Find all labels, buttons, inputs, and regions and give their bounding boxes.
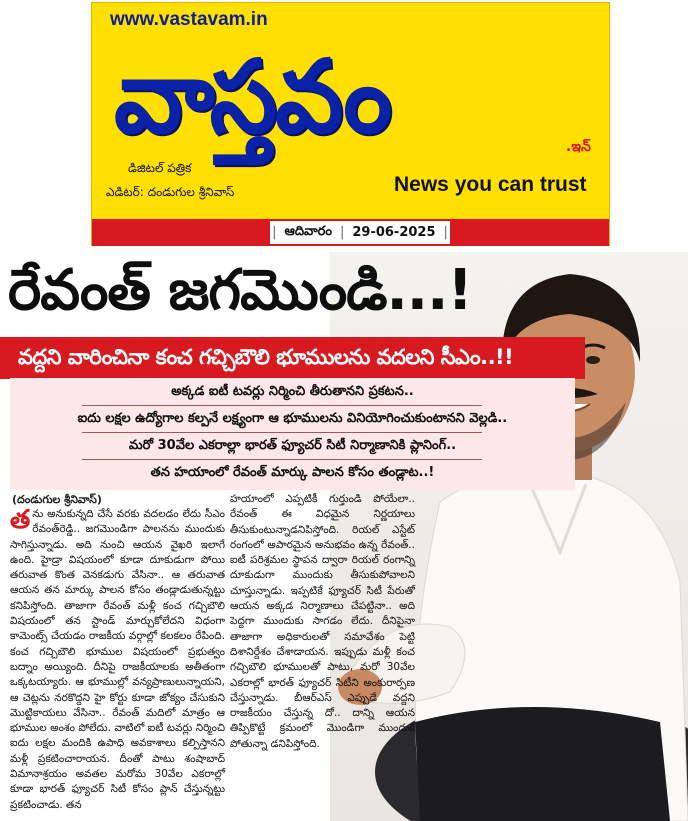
- subhead-band: [0, 337, 585, 379]
- divider: |: [443, 225, 448, 240]
- masthead: [91, 2, 610, 246]
- column-text: ను అనుకున్నది చేసే వరకు వదలడం లేదు సీఎం రేవంత్‌రెడ్డి.. జగమొండిగా పాలనను ముందుకు సాగిస్తున్నాడు. అది నుంచి ఆయన వైఖరి ఇలాగే ఉంది. హైడ్రా విషయంలో కూడా దూకుడుగా పోయి తరువాత కొంత వెనకడుగు వేసినా.. ఆ తరువాత ఆయన తన మార్కు పాలన కోసం తండ్లాడుతున్నట్టు కనిపిస్తోంది. తాజాగా రేవంత్ మళ్లీ కంచ గచ్చిబౌలి విషయంలో తన స్టాండ్ మార్చుకోలేదని విధంగా కామెంట్స్ చేయడం రాజకీయ వర్గాల్లో కలకలం రేపింది. కంచ గచ్చిబౌలి భూముల విషయంలో ప్రభుత్వం బద్నాం అయ్యింది. దీనిపై రాజకీయాలకు అతీతంగా ఒక్కటయ్యారు. ఆ భూముల్లో వన్యప్రాణులున్నాయని, ఆ చెట్లను నరకొద్దని హై కోర్టు కూడా జోక్యం చేసుకుని మొట్టికాయలు వేసినా.. రేవంత్ మదిలో మాత్రం ఆ భూముల అంశం పోలేదు. వాటిలో ఐటీ టవర్లు నిర్మించి ఐదు లక్షల మందికి ఉపాధి అవకాశాలు కల్పిస్తానని మళ్లీ ప్రకటించారాయన. దీంతో పాటు శంషాబాద్ విమానాశ్రయం అవతల మరోమ 30వేల ఎకరాల్లో కూడా భారత్ ఫ్యూచర్ సిటీ కోసం ప్లాన్ చేస్తున్నట్టు ప్రకటించాడు. తన: [10, 508, 225, 811]
- highlight-item: తన హయాంలో రేవంత్ మార్కు పాలన కోసం తండ్లాట..!: [150, 465, 435, 480]
- article-column-2: [230, 492, 415, 752]
- date-box: [270, 221, 450, 244]
- logo-suffix: .ఇన్: [566, 139, 591, 155]
- highlight-item: ఐదు లక్షల ఉద్యోగాల కల్పనే లక్ష్యంగా ఆ భూములను వినియోగించుకుంటానని వెల్లడి..: [77, 411, 508, 426]
- dropcap: త: [10, 505, 31, 535]
- divider: [82, 405, 482, 406]
- date-band: [92, 219, 609, 246]
- highlight-item: మరో 30వేల ఎకరాల్లా భారత్ ఫ్యూచర్ సిటీ నిర్మాణానికి ప్లానింగ్..: [128, 438, 457, 453]
- highlight-item: అక్కడ ఐటీ టవర్లు నిర్మించి తీరుతానని ప్రకటన..: [171, 384, 414, 399]
- logo-text: వాస్తవం: [114, 38, 390, 156]
- editor-credit: ఎడిటర్: దండుగుల శ్రీనివాస్: [106, 185, 235, 199]
- column-text: హయాంలో ఎప్పటికీ గుర్తుండి పోయేలా.. రేవంత్ ఈ విధమైన నిర్ణయాలు తీసుకుంటున్నాడనిపిస్తోంది. రియల్ ఎస్టేట్ రంగంలో అపారమైన అనుభవం ఉన్న రేవంత్.. ఐటీ పరిశ్రమల స్థాపన ద్వారా రియల్ రంగాన్ని దూకుడుగా ముందుకు తీసుకుపోవాలని చూస్తున్నాడు. ఇప్పటికే ఫ్యూచర్ సిటీ పేరుతో ఆయన అక్కడ నిర్మాణాలు చేపట్టినా.. అది పెద్దగా ముందుకు సాగడం లేదు. దీనిపైనా తాజాగా అధికారులతో సమావేశం పెట్టి దిశానిర్దేశం చేశాడాయన. ఇప్పుడు మళ్లీ కంచ గచ్చిబౌలి భూములతో పాటు, మరో 30వేల ఎకరాల్లో భారత్ ఫ్యూచర్ సిటీని అంకురార్పణ చేస్తున్నాడు. బీఆర్ఎస్ ఎప్పుడే వద్దని రాజకీయం చేస్తున్న దో.. దాన్ని ఆయన తిప్పికొట్టే క్రమంలో మొండిగా ముందుకే పోతున్నా డనిపిస్తోంది.: [230, 493, 415, 750]
- article-column-1: [10, 507, 225, 813]
- day-label: ఆదివారం: [284, 223, 332, 239]
- divider: [82, 432, 482, 433]
- tagline: News you can trust: [394, 173, 587, 196]
- site-url[interactable]: www.vastavam.in: [110, 9, 268, 30]
- subheadline: వద్దని వారించినా కంచ గచ్చిబౌలి భూములను వదలని సీఎం..!!: [18, 345, 514, 369]
- divider: [82, 459, 482, 460]
- divider: |: [339, 225, 345, 240]
- logo: [106, 35, 596, 165]
- date-label: 29-06-2025: [352, 225, 436, 240]
- highlights-box: [10, 378, 575, 490]
- headline: రేవంత్ జగమొండి...!: [8, 258, 472, 323]
- byline: (దండుగుల శ్రీనివాస్): [12, 493, 102, 506]
- subtag: డిజిటల్ పత్రిక: [128, 161, 192, 175]
- divider: |: [272, 225, 277, 240]
